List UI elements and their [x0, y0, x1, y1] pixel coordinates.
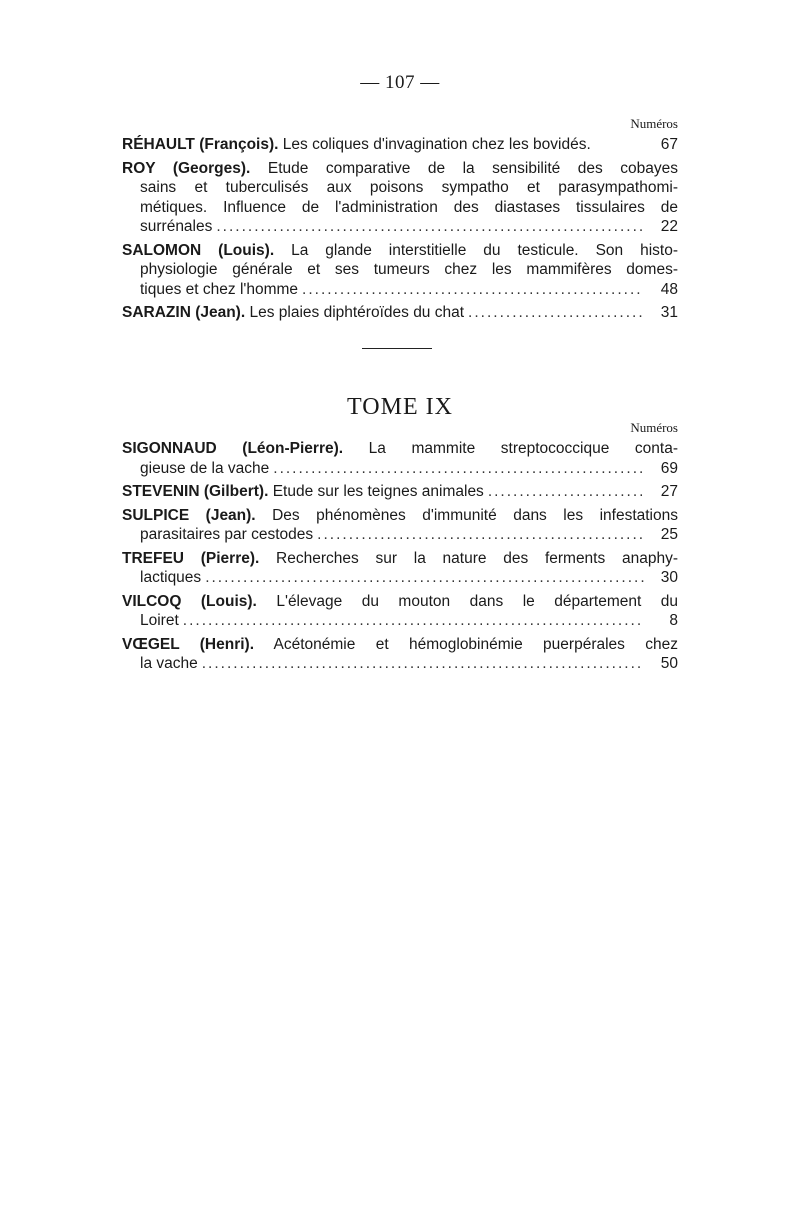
- page-number: — 107 —: [360, 72, 440, 93]
- entry-line: [122, 241, 678, 261]
- index-section-2: [122, 420, 678, 678]
- tome-title: TOME IX: [347, 394, 453, 420]
- index-entry: [122, 592, 678, 631]
- entry-line: métiques. Influence de l'administration des diastases tissulaires de: [140, 198, 678, 216]
- entry-number: 30: [660, 569, 678, 586]
- entry-author: TREFEU (Pierre).: [122, 549, 260, 567]
- entry-title: Des phénomènes d'immunité dans les infestations: [272, 506, 678, 524]
- index-entry: [122, 482, 678, 502]
- index-entry: [122, 549, 678, 588]
- entry-title-end: surrénales: [140, 218, 213, 235]
- entry-last-line: [122, 611, 678, 631]
- dot-leader: [488, 482, 644, 502]
- entry-number: 67: [660, 136, 678, 153]
- index-entry: [122, 135, 678, 155]
- entry-last-line: [122, 217, 678, 237]
- dot-leader: [317, 525, 644, 545]
- entry-number: 25: [660, 526, 678, 543]
- entry-title-end: lactiques: [140, 569, 202, 586]
- entry-title: L'élevage du mouton dans le département du: [276, 592, 679, 610]
- entry-line: [122, 635, 678, 655]
- section-divider: [362, 348, 432, 349]
- entry-number: 31: [660, 304, 678, 321]
- entry-line: [122, 549, 678, 569]
- entry-last-line: [122, 459, 678, 479]
- numeros-column-label: Numéros: [630, 116, 678, 131]
- dot-leader: [302, 280, 644, 300]
- index-entry: [122, 439, 678, 478]
- index-entry: [122, 159, 678, 237]
- entry-author: SULPICE (Jean).: [122, 506, 256, 524]
- entry-last-line: [122, 654, 678, 674]
- entry-title: La mammite streptococcique conta-: [368, 440, 678, 457]
- entry-title: Etude comparative de la sensibilité des cobayes: [267, 159, 678, 177]
- dot-leader: [202, 654, 644, 674]
- entry-title-end: gieuse de la vache: [140, 459, 270, 477]
- entry-line: [122, 439, 678, 459]
- entry-author: STEVENIN (Gilbert).: [122, 483, 269, 500]
- entry-line: [122, 159, 678, 179]
- dot-leader: [216, 217, 644, 237]
- dot-leader: [183, 611, 644, 631]
- entry-line: [122, 592, 678, 612]
- entry-line: [122, 482, 678, 502]
- entry-title-end: tiques et chez l'homme: [140, 280, 299, 298]
- entry-last-line: [122, 280, 678, 300]
- entry-title: Recherches sur la nature des ferments anaphy-: [276, 549, 678, 567]
- entry-line: physiologie générale et ses tumeurs chez les mammifères domes-: [140, 261, 678, 278]
- entry-author: SIGONNAUD (Léon-Pierre).: [122, 440, 344, 457]
- index-section-1: [122, 116, 678, 327]
- entry-line: sains et tuberculisés aux poisons sympatho et parasympathomi-: [140, 179, 678, 196]
- entry-author: RÉHAULT (François).: [122, 136, 279, 153]
- entry-title: Les coliques d'invagination chez les bovidés.: [282, 136, 591, 153]
- entry-number: 8: [669, 612, 678, 629]
- dot-leader: [205, 568, 644, 588]
- entry-author: SALOMON (Louis).: [122, 241, 275, 259]
- entry-last-line: [122, 568, 678, 588]
- entry-title-end: la vache: [140, 655, 198, 672]
- entry-number: 27: [660, 483, 678, 500]
- entry-title: Acétonémie et hémoglobinémie puerpérales chez: [273, 635, 679, 653]
- dot-leader: [468, 303, 644, 323]
- entry-author: ROY (Georges).: [122, 159, 251, 177]
- dot-leader: [273, 459, 644, 479]
- entry-title: La glande interstitielle du testicule. Son histo-: [291, 241, 678, 259]
- entry-number: 50: [660, 655, 678, 672]
- entry-number: 22: [660, 218, 678, 235]
- entry-number: 69: [660, 459, 678, 477]
- index-entry: [122, 506, 678, 545]
- entry-number: 48: [660, 280, 678, 298]
- entry-author: SARAZIN (Jean).: [122, 304, 246, 321]
- entry-author: VILCOQ (Louis).: [122, 592, 257, 610]
- entry-title: Les plaies diphtéroïdes du chat: [249, 304, 465, 321]
- numeros-column-label: Numéros: [630, 420, 678, 435]
- index-entry: [122, 303, 678, 323]
- entry-line: [122, 506, 678, 526]
- index-entry: [122, 635, 678, 674]
- entry-title: Etude sur les teignes animales: [272, 483, 484, 500]
- entry-line: [122, 135, 678, 155]
- entry-title-end: parasitaires par cestodes: [140, 526, 314, 543]
- entry-author: VŒGEL (Henri).: [122, 635, 255, 653]
- index-entry: [122, 241, 678, 300]
- entry-title-end: Loiret: [140, 612, 179, 629]
- entry-line: [122, 303, 678, 323]
- entry-last-line: [122, 525, 678, 545]
